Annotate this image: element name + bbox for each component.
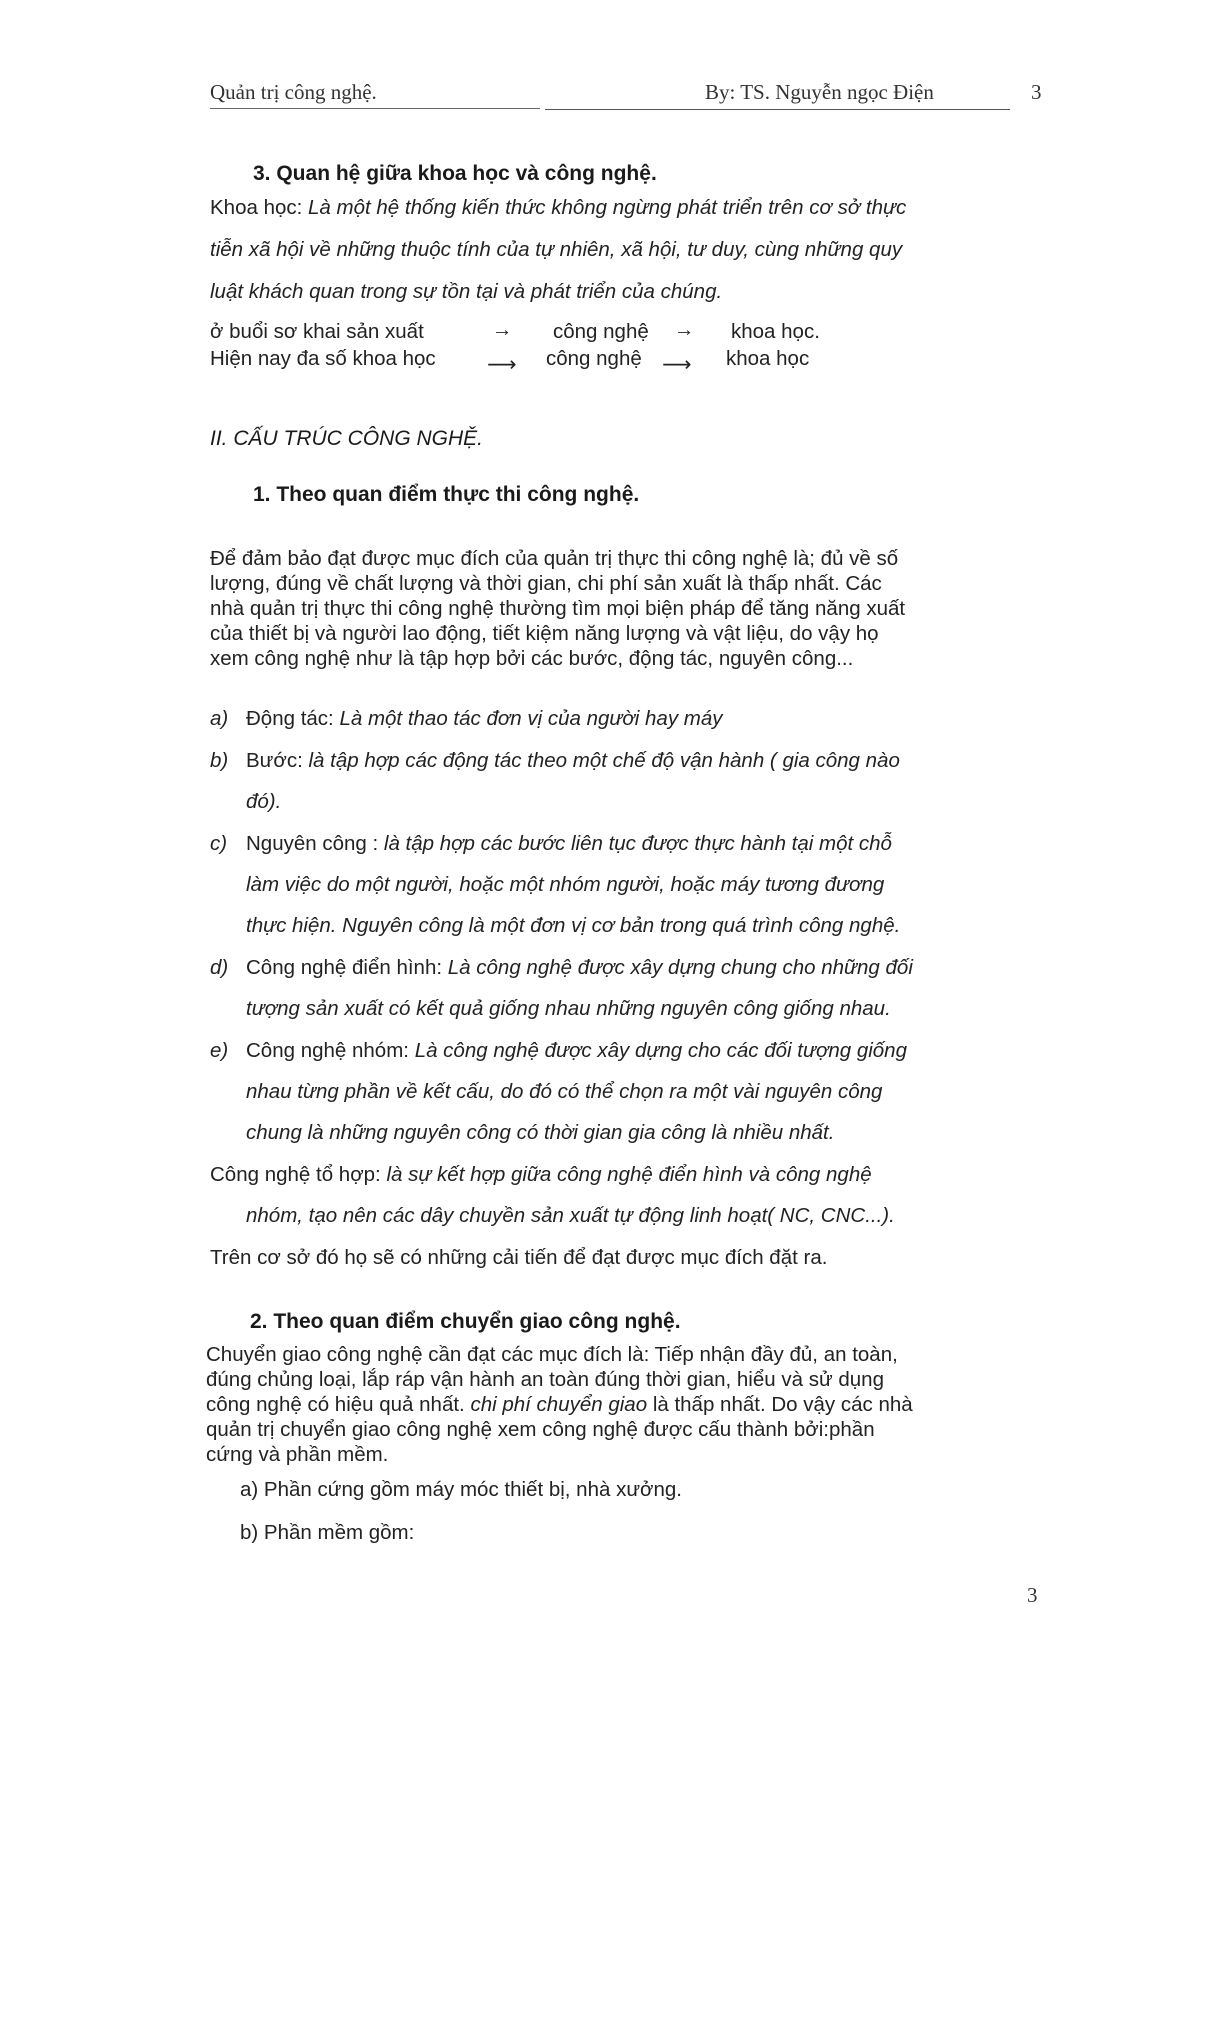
- list-item-continuation: làm việc do một người, hoặc một nhóm người, hoặc máy tương đương: [246, 873, 885, 896]
- flow-present-technology: công nghệ: [546, 347, 642, 370]
- list-item-continuation: nhau từng phần về kết cấu, do đó có thể chọn ra một vài nguyên công: [246, 1080, 883, 1103]
- flow-line-past: ở buổi sơ khai sản xuất: [210, 320, 424, 343]
- header-rule-left: [210, 108, 540, 109]
- flow-line-present: Hiện nay đa số khoa học: [210, 347, 436, 370]
- flow-arrow-icon: →: [492, 318, 513, 341]
- subsection-heading-implementation: 1. Theo quan điểm thực thi công nghệ.: [253, 483, 640, 506]
- header-course-title: Quản trị công nghệ.: [210, 80, 377, 104]
- list-marker: c): [210, 832, 228, 855]
- paragraph-line: xem công nghệ như là tập hợp bởi các bước, động tác, nguyên công...: [210, 647, 854, 670]
- part-heading-technology-structure: II. CẤU TRÚC CÔNG NGHỆ.: [210, 427, 484, 450]
- flow-present-science: khoa học: [726, 347, 810, 370]
- paragraph-line: quản trị chuyển giao công nghệ xem công nghệ được cấu thành bởi:phần: [206, 1418, 875, 1441]
- flow-arrow-icon: ⟶: [487, 353, 517, 376]
- list-marker: a): [210, 707, 229, 730]
- list-item-group-technology: Công nghệ nhóm: Là công nghệ được xây dựng cho các đối tượng giống: [246, 1039, 907, 1062]
- paragraph-line: đúng chủng loại, lắp ráp vận hành an toàn đúng thời gian, hiểu và sử dụng: [206, 1368, 884, 1391]
- list-item-operation: Động tác: Là một thao tác đơn vị của người hay máy: [246, 707, 723, 730]
- list-item-typical-technology: Công nghệ điển hình: Là công nghệ được xây dựng chung cho những đối: [246, 956, 913, 979]
- header-rule-right: [545, 109, 1010, 110]
- list-marker: b): [210, 749, 229, 772]
- paragraph-line: Để đảm bảo đạt được mục đích của quản trị thực thi công nghệ là; đủ về số: [210, 547, 899, 570]
- paragraph-line: cứng và phần mềm.: [206, 1443, 389, 1466]
- flow-arrow-icon: ⟶: [662, 353, 692, 376]
- combined-technology-line-2: nhóm, tạo nên các dây chuyền sản xuất tự động linh hoạt( NC, CNC...).: [246, 1204, 895, 1227]
- flow-past-technology: công nghệ: [553, 320, 649, 343]
- list-marker: e): [210, 1039, 229, 1062]
- flow-past-science: khoa học.: [731, 320, 820, 343]
- header-author: By: TS. Nguyễn ngọc Điện: [705, 80, 934, 104]
- list-marker: d): [210, 956, 229, 979]
- paragraph-line: công nghệ có hiệu quả nhất. chi phí chuyển giao là thấp nhất. Do vậy các nhà: [206, 1393, 913, 1416]
- combined-technology-line-1: Công nghệ tổ hợp: là sự kết hợp giữa công nghệ điển hình và công nghệ: [210, 1163, 872, 1186]
- definition-line-2: tiễn xã hội về những thuộc tính của tự nhiên, xã hội, tư duy, cùng những quy: [210, 238, 903, 261]
- definition-line-3: luật khách quan trong sự tồn tại và phát triển của chúng.: [210, 280, 723, 303]
- list-item-continuation: tượng sản xuất có kết quả giống nhau những nguyên công giống nhau.: [246, 997, 891, 1020]
- paragraph-line: nhà quản trị thực thi công nghệ thường tìm mọi biện pháp để tăng năng xuất: [210, 597, 906, 620]
- list-item-continuation: chung là những nguyên công có thời gian gia công là nhiều nhất.: [246, 1121, 835, 1144]
- list-item-process-unit: Nguyên công : là tập hợp các bước liên tục được thực hành tại một chỗ: [246, 832, 892, 855]
- list-item-software: b) Phần mềm gồm:: [240, 1521, 415, 1544]
- footer-page-number: 3: [1027, 1583, 1038, 1607]
- section-heading-science-technology: 3. Quan hệ giữa khoa học và công nghệ.: [253, 162, 657, 185]
- list-item-continuation: đó).: [246, 790, 282, 813]
- definition-line-1: Khoa học: Là một hệ thống kiến thức không ngừng phát triển trên cơ sở thực: [210, 196, 907, 219]
- flow-arrow-icon: →: [674, 318, 695, 341]
- closing-sentence: Trên cơ sở đó họ sẽ có những cải tiến để đạt được mục đích đặt ra.: [210, 1246, 828, 1269]
- paragraph-line: của thiết bị và người lao động, tiết kiệm năng lượng và vật liệu, do vậy họ: [210, 622, 879, 645]
- paragraph-line: lượng, đúng về chất lượng và thời gian, chi phí sản xuất là thấp nhất. Các: [210, 572, 882, 595]
- subsection-heading-transfer: 2. Theo quan điểm chuyển giao công nghệ.: [250, 1310, 681, 1333]
- paragraph-line: Chuyển giao công nghệ cần đạt các mục đích là: Tiếp nhận đầy đủ, an toàn,: [206, 1343, 898, 1366]
- list-item-continuation: thực hiện. Nguyên công là một đơn vị cơ bản trong quá trình công nghệ.: [246, 914, 901, 937]
- list-item-hardware: a) Phần cứng gồm máy móc thiết bị, nhà xưởng.: [240, 1478, 682, 1501]
- list-item-step: Bước: là tập hợp các động tác theo một chế độ vận hành ( gia công nào: [246, 749, 900, 772]
- definition-label: Khoa học:: [210, 196, 303, 219]
- header-page-number: 3: [1031, 80, 1042, 104]
